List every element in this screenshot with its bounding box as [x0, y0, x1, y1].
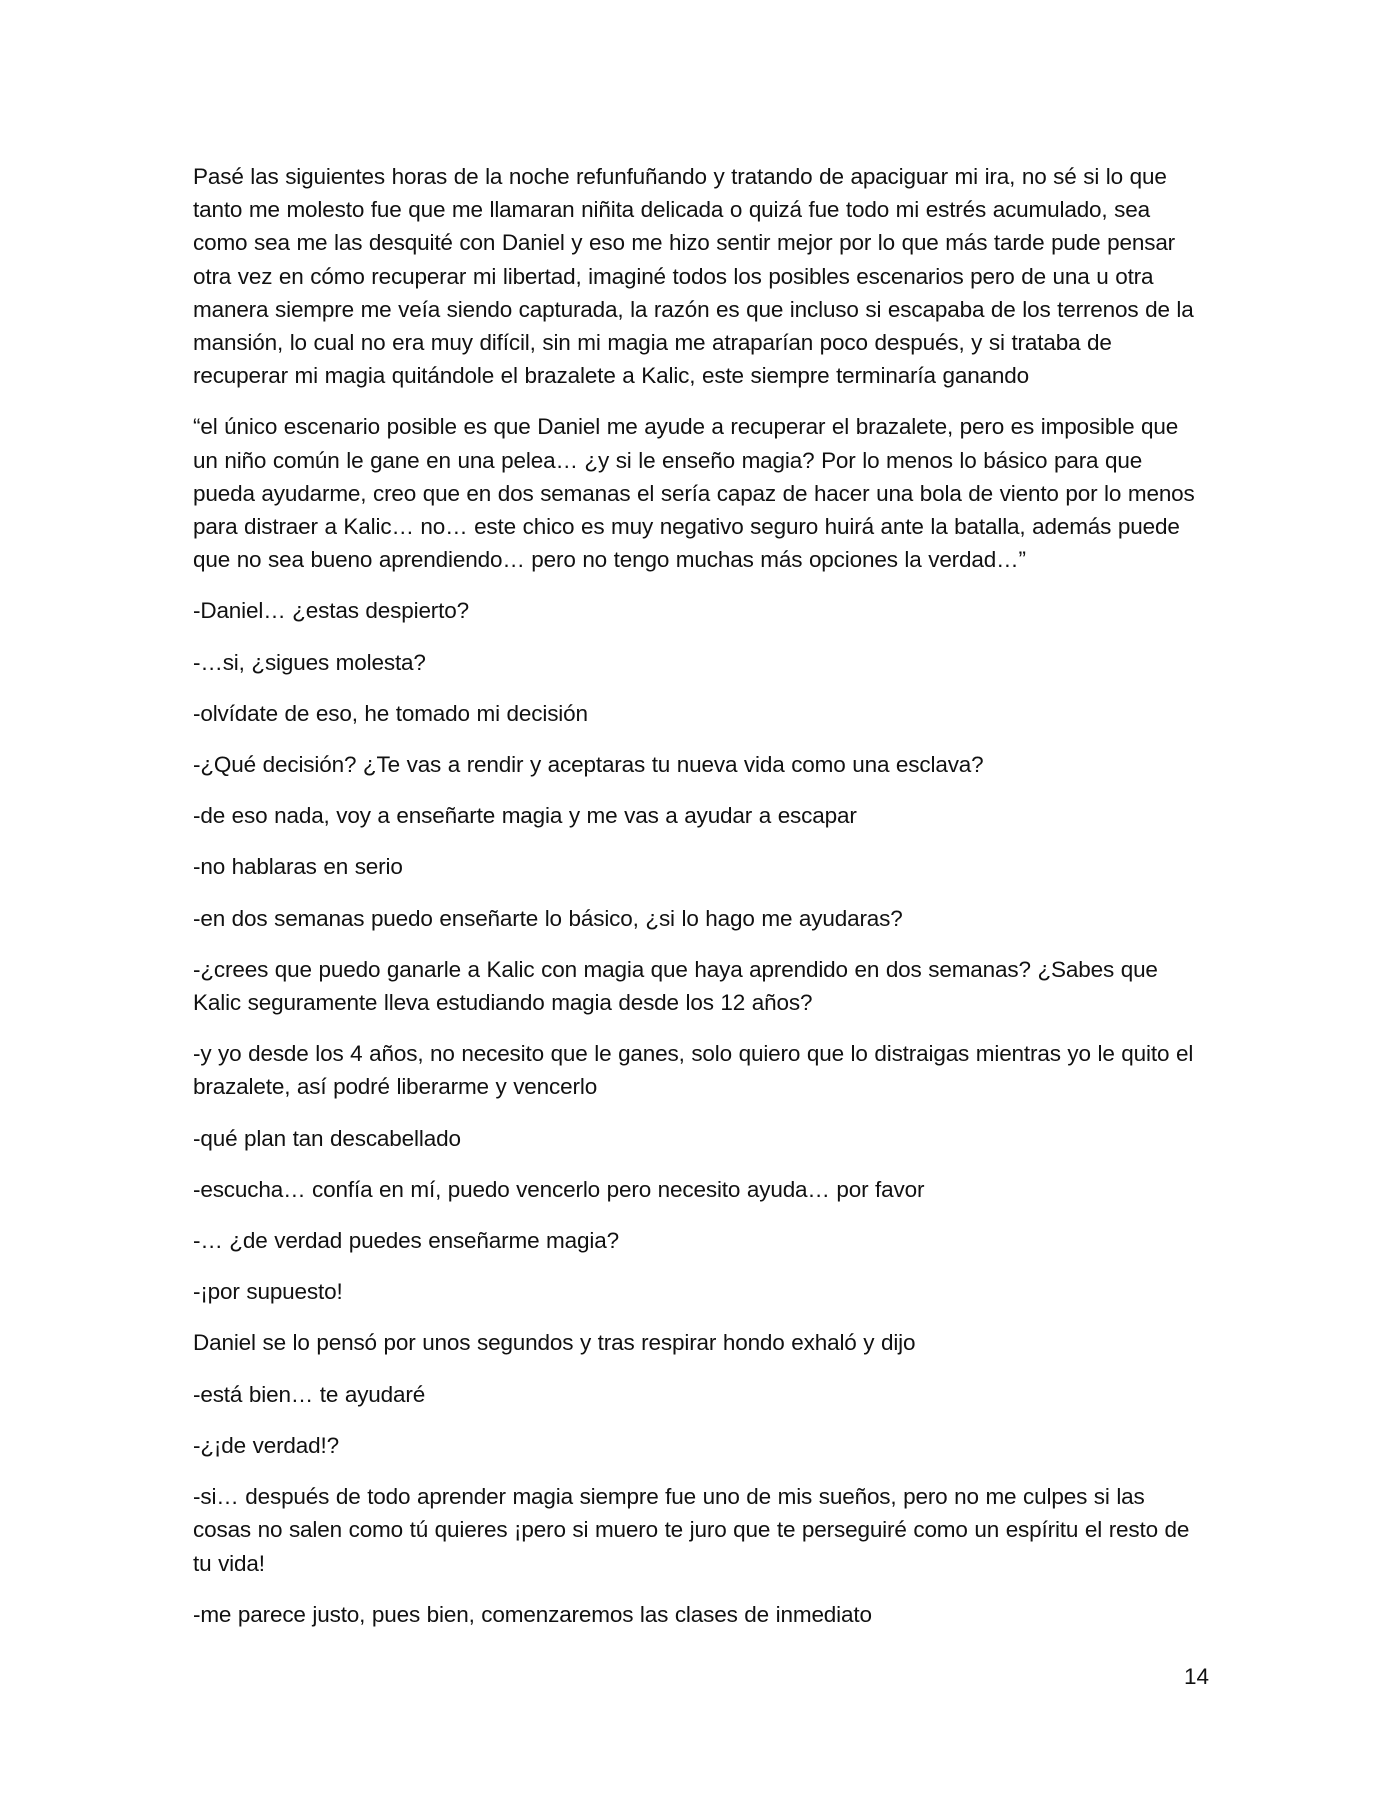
paragraph: Pasé las siguientes horas de la noche refunfuñando y tratando de apaciguar mi ira, no sé si lo que tanto me molesto fue que me llamaran niñita delicada o quizá fue todo mi estrés acumulado, sea como sea me las desquité con Daniel y eso me hizo sentir mejor por lo que más tarde pude pensar otra vez en cómo recuperar mi libertad, imaginé todos los posibles escenarios pero de una u otra manera siempre me veía siendo capturada, la razón es que incluso si escapaba de los terrenos de la mansión, lo cual no era muy difícil, sin mi magia me atraparían poco después, y si trataba de recuperar mi magia quitándole el brazalete a Kalic, este siempre terminaría ganando — [193, 164, 1194, 389]
paragraph: -no hablaras en serio — [193, 854, 403, 880]
paragraph: “el único escenario posible es que Daniel me ayude a recuperar el brazalete, pero es imposible que un niño común le gane en una pelea… ¿y si le enseño magia? Por lo menos lo básico para que pueda ayudarme, creo que en dos semanas el sería capaz de hacer una bola de viento por lo menos para distraer a Kalic… no… este chico es muy negativo seguro huirá ante la batalla, además puede que no sea bueno aprendiendo… pero no tengo muchas más opciones la verdad…” — [193, 414, 1195, 573]
paragraph: -si… después de todo aprender magia siempre fue uno de mis sueños, pero no me culpes si las cosas no salen como tú quieres ¡pero si muero te juro que te perseguiré como un espíritu el resto de tu vida! — [193, 1484, 1190, 1576]
paragraph: -en dos semanas puedo enseñarte lo básico, ¿si lo hago me ayudaras? — [193, 905, 903, 931]
page-body — [193, 160, 1205, 1649]
paragraph: -¿¡de verdad!? — [193, 1432, 339, 1458]
paragraph: -¿Qué decisión? ¿Te vas a rendir y aceptaras tu nueva vida como una esclava? — [193, 752, 984, 778]
paragraph: -qué plan tan descabellado — [193, 1125, 461, 1151]
paragraph: -me parece justo, pues bien, comenzaremos las clases de inmediato — [193, 1601, 872, 1627]
paragraph: -y yo desde los 4 años, no necesito que le ganes, solo quiero que lo distraigas mientras yo le quito el brazalete, así podré liberarme y vencerlo — [193, 1041, 1194, 1100]
page-number: 14 — [1183, 1664, 1209, 1689]
paragraph: -olvídate de eso, he tomado mi decisión — [193, 700, 588, 726]
paragraph: -…si, ¿sigues molesta? — [193, 649, 426, 675]
paragraph: -¡por supuesto! — [193, 1279, 343, 1305]
paragraph: -está bien… te ayudaré — [193, 1381, 426, 1407]
paragraph: -¿crees que puedo ganarle a Kalic con magia que haya aprendido en dos semanas? ¿Sabes que Kalic seguramente lleva estudiando magia desde los 12 años? — [193, 956, 1158, 1016]
paragraph: -escucha… confía en mí, puedo vencerlo pero necesito ayuda… por favor — [193, 1176, 925, 1202]
paragraph: -Daniel… ¿estas despierto? — [193, 598, 469, 624]
paragraph: -de eso nada, voy a enseñarte magia y me vas a ayudar a escapar — [193, 803, 857, 829]
paragraph: Daniel se lo pensó por unos segundos y tras respirar hondo exhaló y dijo — [193, 1330, 916, 1356]
paragraph: -… ¿de verdad puedes enseñarme magia? — [193, 1228, 619, 1254]
